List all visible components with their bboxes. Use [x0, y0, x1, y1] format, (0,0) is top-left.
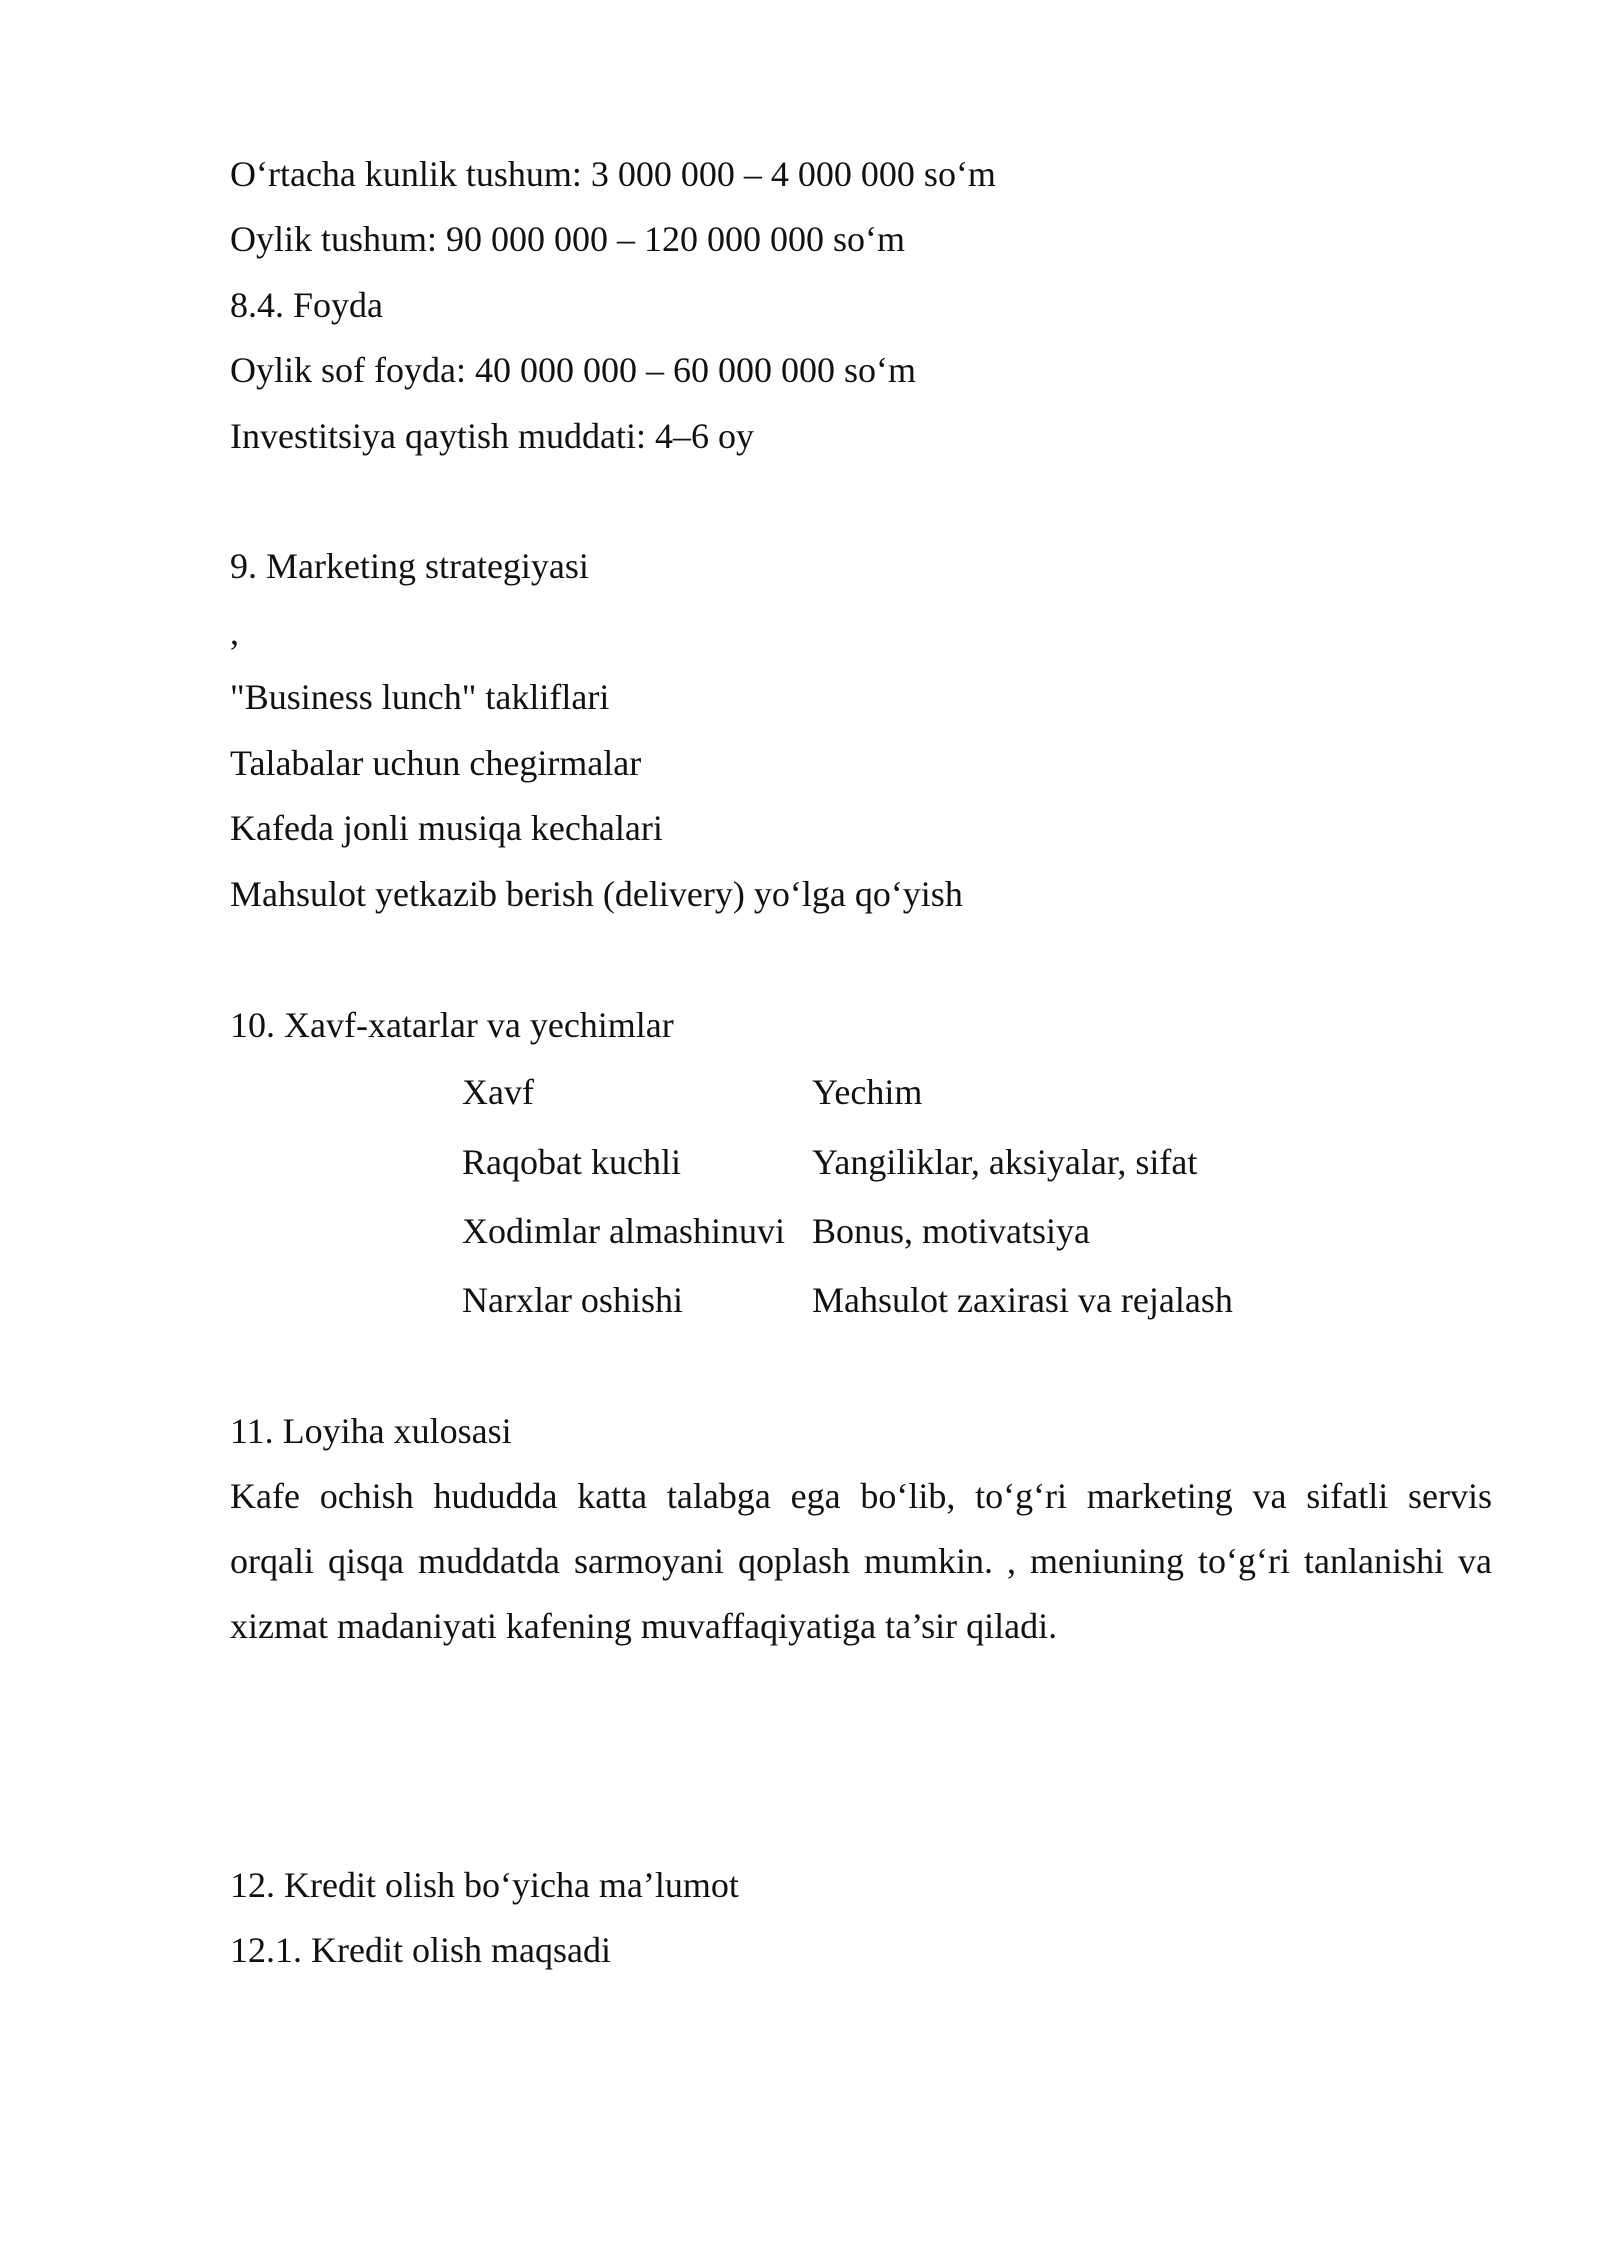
credit-subheading: 12.1. Kredit olish maqsadi [230, 1930, 611, 1970]
marketing-item: Talabalar uchun chegirmalar [230, 743, 642, 783]
profit-heading: 8.4. Foyda [230, 285, 383, 325]
risks-heading: 10. Xavf-xatarlar va yechimlar [230, 1005, 674, 1045]
conclusion-line: xizmat madaniyati kafening muvaffaqiyatiga ta’sir qiladi. [230, 1606, 1058, 1646]
table-header-cell: Yechim [812, 1072, 923, 1112]
table-cell: Xodimlar almashinuvi [462, 1211, 785, 1251]
stray-comma: , [230, 612, 239, 652]
payback-period-line: Investitsiya qaytish muddati: 4–6 oy [230, 416, 754, 456]
table-header-cell: Xavf [462, 1072, 534, 1112]
marketing-item: "Business lunch" takliflari [230, 677, 610, 717]
table-cell: Bonus, motivatsiya [812, 1211, 1090, 1251]
marketing-item: Mahsulot yetkazib berish (delivery) yo‘lga qo‘yish [230, 874, 963, 914]
monthly-revenue-line: Oylik tushum: 90 000 000 – 120 000 000 so‘m [230, 219, 906, 259]
marketing-item: Kafeda jonli musiqa kechalari [230, 808, 663, 848]
daily-revenue-line: O‘rtacha kunlik tushum: 3 000 000 – 4 000 000 so‘m [230, 154, 996, 194]
marketing-heading: 9. Marketing strategiyasi [230, 546, 589, 586]
table-cell: Mahsulot zaxirasi va rejalash [812, 1280, 1233, 1320]
conclusion-heading: 11. Loyiha xulosasi [230, 1411, 512, 1451]
table-cell: Raqobat kuchli [462, 1142, 681, 1182]
monthly-net-profit-line: Oylik sof foyda: 40 000 000 – 60 000 000 so‘m [230, 350, 916, 390]
conclusion-line: orqali qisqa muddatda sarmoyani qoplash mumkin. , meniuning to‘g‘ri tanlanishi va [230, 1541, 1492, 1581]
conclusion-paragraph [230, 1464, 1492, 1659]
conclusion-line: Kafe ochish hududda katta talabga ega bo‘lib, to‘g‘ri marketing va sifatli servis [230, 1476, 1492, 1516]
credit-heading: 12. Kredit olish bo‘yicha ma’lumot [230, 1865, 739, 1905]
table-cell: Narxlar oshishi [462, 1280, 683, 1320]
table-cell: Yangiliklar, aksiyalar, sifat [812, 1142, 1198, 1182]
